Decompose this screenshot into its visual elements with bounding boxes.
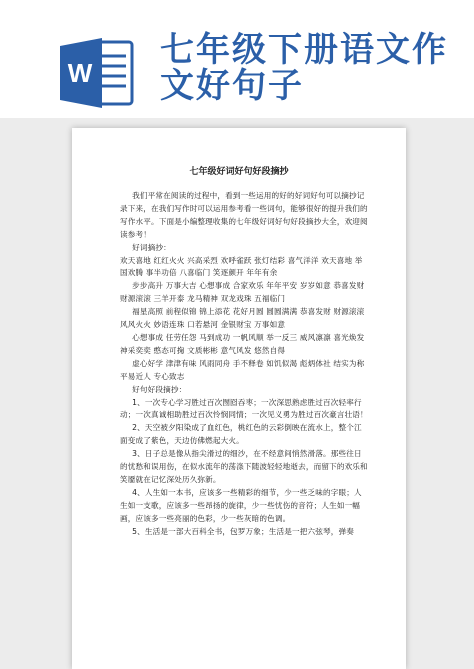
words-paragraph: 步步高升 万事大吉 心想事成 合家欢乐 年年平安 岁岁如意 恭喜发财 财源滚滚 三羊开泰 龙马精神 双龙戏珠 五福临门	[120, 281, 365, 304]
sentence-item: 4、人生如一本书，应该多一些精彩的细节，少一些乏味的字眼；人生如一支歌，应该多一些昂扬的旋律，少一些忧伤的音符；人生如一幅画，应该多一些亮丽的色彩，少一些灰暗的色调。	[120, 487, 362, 523]
sentence-item: 3、日子总是像从指尖滑过的细沙，在不经意间悄然滑落。那些往日的忧愁和误用伤，在似水流年的荡涤下随波轻轻地逝去，而留下的欢乐和笑靥就在记忆深处历久弥新。	[120, 449, 368, 484]
sentence-item: 1、一次专心学习胜过百次囫囵吞枣；一次深思熟虑胜过百次轻率行动；一次真诚相助胜过百次怜悯同情；一次见义勇为胜过百次豪言壮语！	[120, 397, 368, 420]
sentence-item: 5、生活是一部大百科全书，包罗万象；生活是一把六弦琴，弹奏	[132, 526, 354, 536]
words-paragraph: 心想事成 任劳任怨 马到成功 一帆风顺 举一反三 威风凛凛 喜光焕发 神采奕奕 憨态可掬 文质彬彬 意气风发 悠然自得	[120, 332, 365, 355]
word-document-icon	[58, 36, 136, 110]
words-paragraph: 欢天喜地 红红火火 兴高采烈 欢呼雀跃 张灯结彩 喜气洋洋 欢天喜地 举国欢腾 事半功倍 八喜临门 笑逐颜开 年年有余	[120, 255, 363, 278]
intro-paragraph: 我们平常在阅读的过程中，看到一些运用的好的好词好句可以摘抄记录下来，在我们写作时可以运用参考看一些词句，能够很好的提升我们的写作水平。下面是小编整理收集的七年级好词好句好段摘抄大全，欢迎阅读参考！	[120, 191, 368, 239]
sentences-heading: 好句好段摘抄：	[132, 384, 187, 394]
document-body	[120, 190, 368, 538]
words-paragraph: 虚心好学 津津有味 风雨同舟 手不释卷 如饥似渴 彪炳体社 结实为称 平易近人 专心致志	[120, 358, 365, 381]
sentence-item: 2、天空被夕阳染成了血红色，桃红色的云彩倒映在流水上，整个江面变成了紫色，天边仿佛燃起大火。	[120, 423, 362, 446]
words-heading: 好词摘抄：	[132, 242, 171, 252]
document-title: 七年级好词好句好段摘抄	[189, 167, 289, 177]
svg-text:W: W	[67, 58, 93, 88]
page-title-line2: 文好句子	[160, 66, 304, 106]
words-paragraph: 福星高照 前程似锦 锦上添花 花好月圆 圆圆满满 恭喜发财 财源滚滚 风风火火 妙语连珠 口若悬河 金银财宝 万事如意	[120, 307, 365, 330]
page-title-line1: 七年级下册语文作	[160, 30, 448, 70]
header	[0, 0, 474, 120]
document-page	[72, 128, 406, 669]
